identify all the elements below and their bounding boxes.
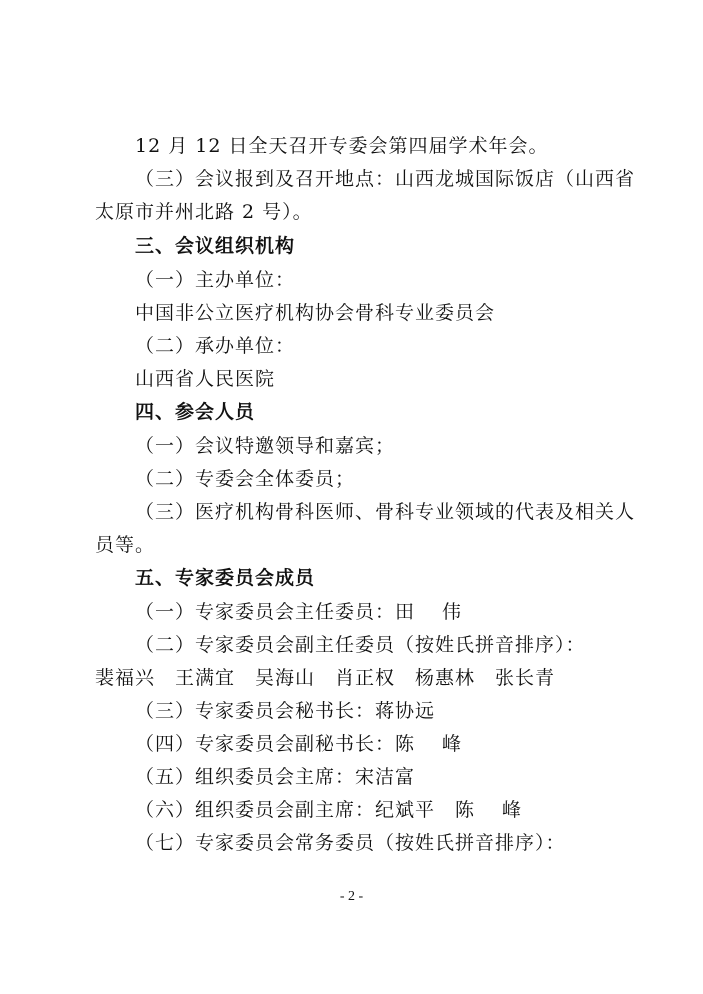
text-line-organizing-vice-chairs: （六）组织委员会副主席：纪斌平 陈 峰 (135, 799, 523, 821)
text-line-vice-chairmen-label: （二）专家委员会副主任委员（按姓氏拼音排序）： (135, 634, 586, 656)
text-line-attendees-doctors: （三）医疗机构骨科医师、骨科专业领域的代表及相关人 (135, 501, 636, 523)
text-line-venue-address: 太原市并州北路 2 号）。 (95, 201, 313, 223)
text-line-chairman: （一）专家委员会主任委员：田 伟 (135, 601, 463, 623)
text-line-host-name: 中国非公立医疗机构协会骨科专业委员会 (135, 302, 496, 324)
text-line-attendees-guests: （一）会议特邀领导和嘉宾； (135, 435, 396, 457)
text-line-organizer-label: （二）承办单位： (135, 335, 296, 357)
text-line-organizer-name: 山西省人民医院 (135, 368, 276, 390)
text-line-deputy-secretary: （四）专家委员会副秘书长：陈 峰 (135, 733, 463, 755)
text-line-standing-members: （七）专家委员会常务委员（按姓氏拼音排序）： (135, 832, 566, 854)
text-line-secretary-general: （三）专家委员会秘书长：蒋协远 (135, 700, 436, 722)
page-number: - 2 - (339, 889, 364, 904)
text-line-attendees-members: （二）专委会全体委员； (135, 468, 356, 490)
text-line-venue: （三）会议报到及召开地点：山西龙城国际饭店（山西省 (135, 168, 636, 190)
section-heading-attendees: 四、参会人员 (135, 401, 256, 423)
section-heading-organization: 三、会议组织机构 (135, 235, 296, 257)
text-line-organizing-chair: （五）组织委员会主席：宋洁富 (135, 766, 416, 788)
section-heading-committee: 五、专家委员会成员 (135, 567, 316, 589)
text-line-attendees-doctors-cont: 员等。 (95, 534, 156, 556)
text-line-vice-chairmen-names: 裴福兴 王满宜 吴海山 肖正权 杨惠林 张长青 (95, 667, 556, 689)
text-line-meeting-date: 12 月 12 日全天召开专委会第四届学术年会。 (135, 135, 549, 157)
text-line-host-label: （一）主办单位： (135, 269, 296, 291)
